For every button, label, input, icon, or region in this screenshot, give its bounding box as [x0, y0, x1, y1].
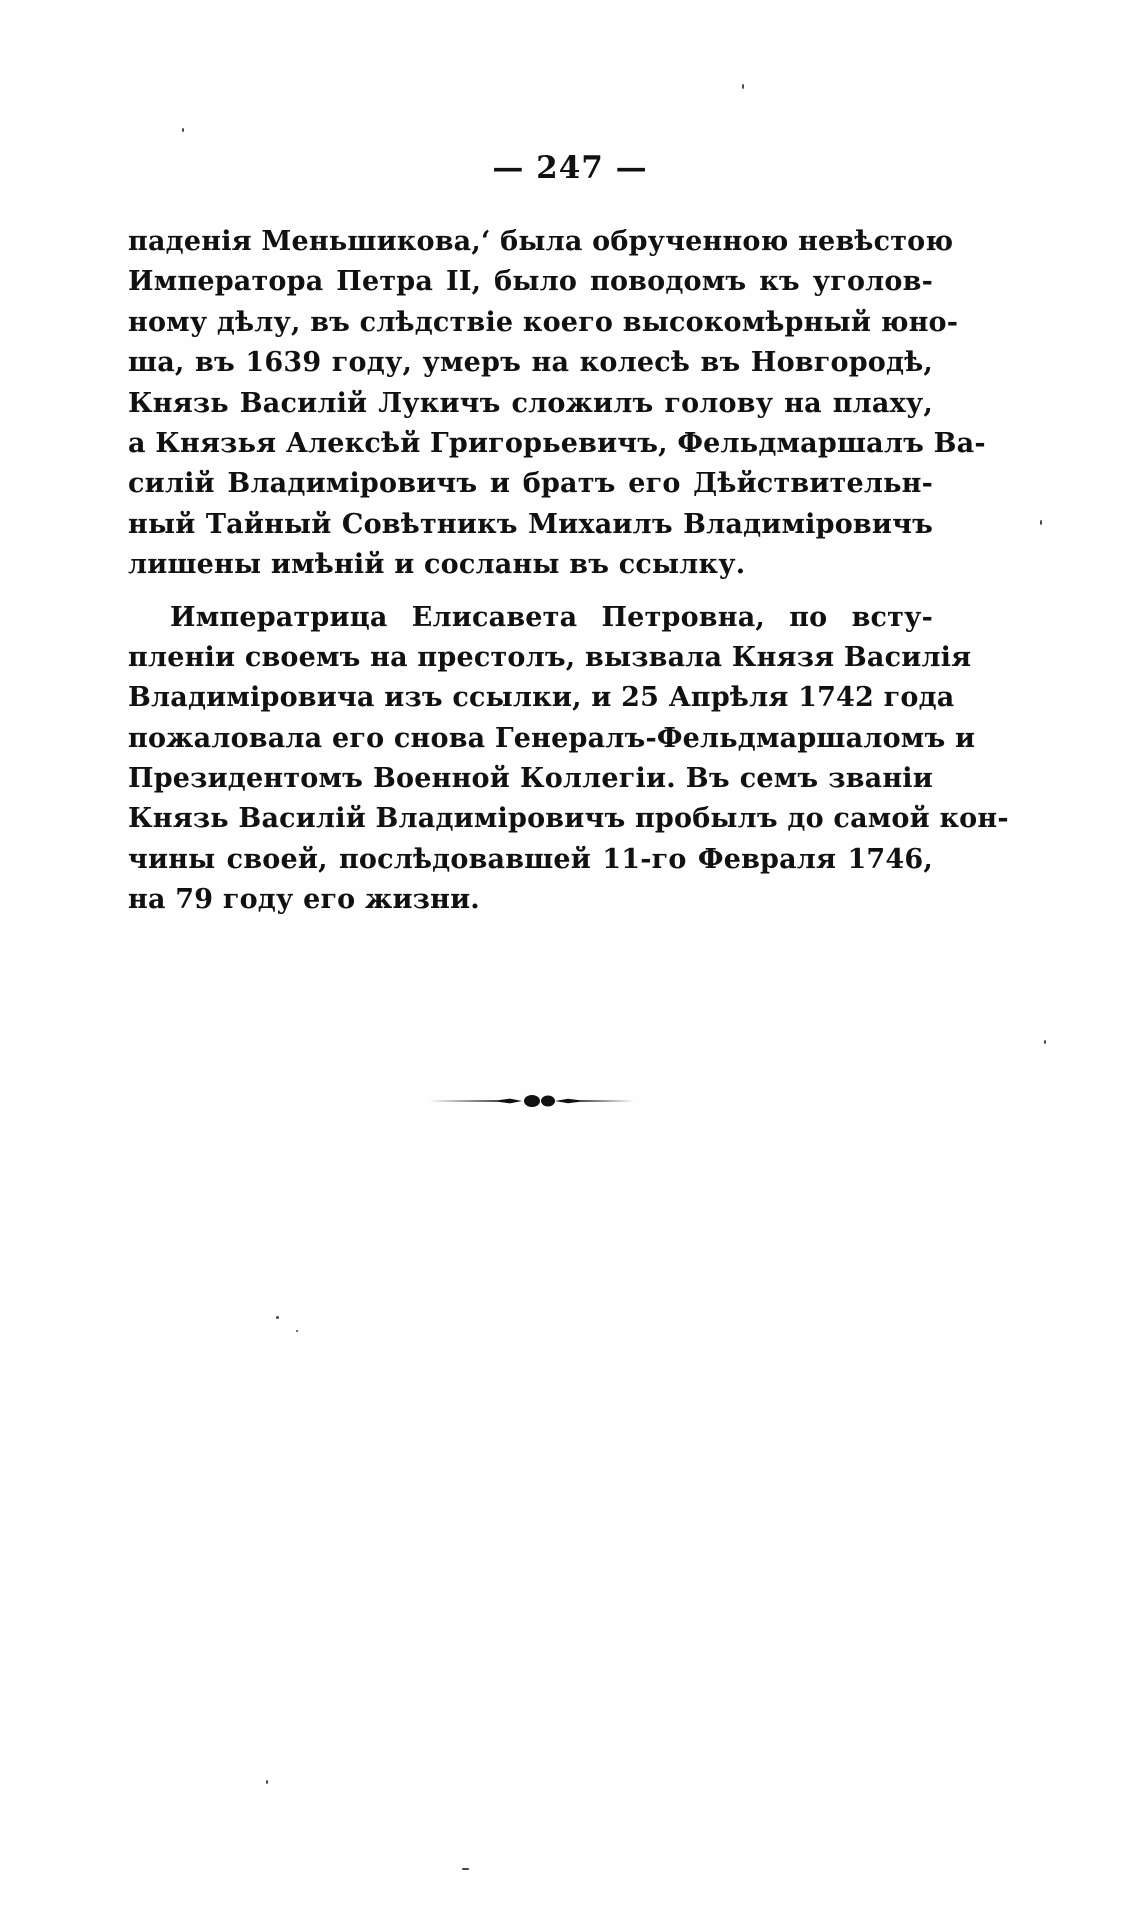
paper-speck: [296, 1330, 298, 1332]
text-line: Владиміровича изъ ссылки, и 25 Апрѣля 1742 года: [128, 682, 955, 714]
text-line: ша, въ 1639 году, умеръ на колесѣ въ Новгородѣ,: [128, 347, 933, 379]
body-text: [128, 222, 1009, 921]
text-line: лишены имѣній и сосланы въ ссылку.: [128, 549, 746, 581]
text-line: силій Владиміровичъ и братъ его Дѣйствительн-: [128, 468, 933, 500]
paper-speck: [266, 1780, 268, 1784]
ornament-divider: [428, 1090, 634, 1112]
text-line: пленіи своемъ на престолъ, вызвала Князя Василія: [128, 641, 972, 673]
text-line: чины своей, послѣдовавшей 11-го Февраля 1746,: [128, 843, 933, 875]
text-line: на 79 году его жизни.: [128, 884, 480, 916]
paragraph-2: [128, 598, 1009, 921]
paper-speck: [276, 1316, 279, 1319]
paragraph-1: [128, 222, 986, 586]
paper-speck: [1044, 1040, 1046, 1044]
text-line: Императрица Елисавета Петровна, по всту-: [170, 601, 933, 633]
text-line: ному дѣлу, въ слѣдствіе коего высокомѣрный юно-: [128, 306, 959, 338]
text-line: ный Тайный Совѣтникъ Михаилъ Владиміровичъ: [128, 508, 933, 540]
paper-speck: [182, 128, 184, 132]
paper-speck: [462, 1868, 469, 1870]
page-number: — 247 —: [492, 150, 648, 186]
text-line: пожаловала его снова Генералъ-Фельдмаршаломъ и: [128, 722, 976, 754]
paper-speck: [742, 84, 744, 89]
text-line: Князь Василій Владиміровичъ пробылъ до самой кон-: [128, 803, 1009, 835]
text-line: Князь Василій Лукичъ сложилъ голову на плаху,: [128, 387, 933, 419]
paper-speck: [1040, 520, 1042, 525]
text-line: паденія Меньшикова,ʻ была обрученною невѣстою: [128, 226, 954, 257]
text-line: Президентомъ Военной Коллегіи. Въ семъ званіи: [128, 763, 933, 795]
text-line: Императора Петра II, было поводомъ къ уголов-: [128, 266, 933, 298]
text-line: а Князья Алексѣй Григорьевичъ, Фельдмаршалъ Ва-: [128, 427, 986, 459]
